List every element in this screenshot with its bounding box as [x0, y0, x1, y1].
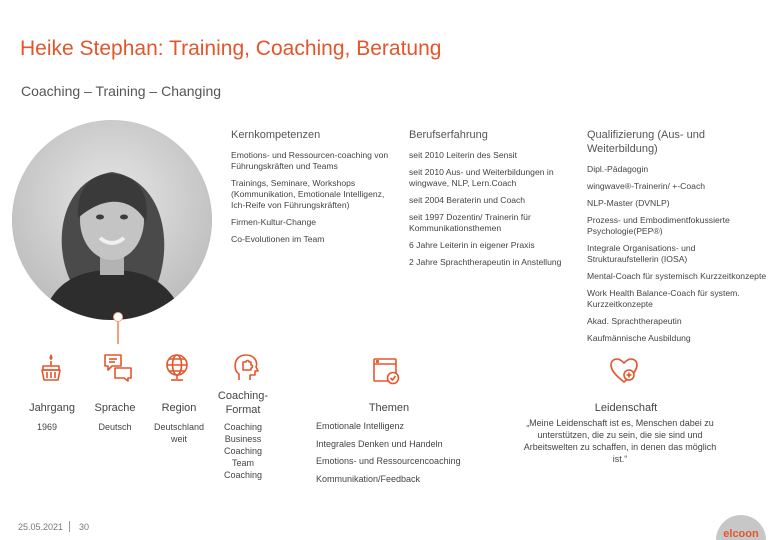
column-berufserfahrung	[409, 129, 584, 274]
sprache-value: Deutsch	[98, 422, 132, 432]
format-value: Coaching Business Coaching Team Coaching	[223, 422, 263, 480]
list-item: 6 Jahre Leiterin in eigener Praxis	[409, 239, 535, 250]
svg-text:elcoon: elcoon	[723, 528, 759, 540]
list-item: Emotionale Intelligenz	[316, 421, 405, 431]
region-value: Deutschland weit	[153, 422, 205, 444]
elcoon-logo	[712, 514, 770, 540]
list-item: Firmen-Kultur-Change	[231, 216, 317, 227]
list-item: wingwave®-Trainerin/ +-Coach	[587, 180, 706, 191]
portrait-photo	[12, 120, 212, 320]
head-puzzle-icon	[230, 352, 260, 382]
page-title: Heike Stephan: Training, Coaching, Beratung	[20, 37, 442, 60]
leidenschaft-label: Leidenschaft	[594, 402, 658, 414]
list-item: seit 1997 Dozentin/ Trainerin für Kommunikationsthemen	[409, 211, 531, 233]
column-kernkompetenzen	[231, 129, 399, 251]
list-item: NLP-Master (DVNLP)	[587, 197, 670, 208]
page-subtitle: Coaching – Training – Changing	[21, 83, 222, 99]
list-item: Trainings, Seminare, Workshops (Kommunikation, Emotionale Intelligenz, Ich-Reife von Führungskräften)	[231, 177, 385, 210]
list-item: Work Health Balance-Coach für system. Kurzzeitkonzepte	[587, 287, 740, 309]
list-item: Mental-Coach für systemisch Kurzzeitkonzepte	[587, 270, 767, 281]
format-label: Coaching-Format	[217, 390, 269, 416]
list-item: 2 Jahre Sprachtherapeutin in Anstellung	[409, 256, 562, 267]
list-item: Integrale Organisations- und Strukturaufstellerin (IOSA)	[587, 242, 696, 264]
themen-label: Themen	[368, 402, 410, 414]
region-label: Region	[161, 402, 197, 414]
list-item: Integrales Denken und Handeln	[316, 438, 443, 449]
list-item: Prozess- und Embodimentfokussierte Psychologie(PEP®)	[587, 214, 730, 236]
list-item: Dipl.-Pädagogin	[587, 163, 649, 174]
list-item: Akad. Sprachtherapeutin	[587, 315, 682, 326]
leidenschaft-quote: „Meine Leidenschaft ist es, Menschen dabei zu unterstützen, die zu sein, die sie sind und Arbeitswelten zu schaffen, in denen das möglich ist.“	[523, 418, 717, 464]
list-item: seit 2010 Leiterin des Sensit	[409, 149, 517, 160]
birthday-cake-icon	[36, 352, 66, 382]
footer-date: 25.05.2021	[18, 522, 64, 532]
browser-check-icon	[371, 356, 401, 386]
list-item: seit 2004 Beraterin und Coach	[409, 194, 526, 205]
column-header: Kernkompetenzen	[231, 129, 321, 141]
list-item: Co-Evolutionen im Team	[231, 233, 325, 244]
list-item: Kaufmännische Ausbildung	[587, 332, 691, 343]
globe-icon	[162, 352, 192, 382]
list-item: seit 2010 Aus- und Weiterbildungen in wingwave, NLP, Lern.Coach	[409, 166, 554, 188]
timeline-dot	[113, 312, 123, 322]
heart-plus-icon	[609, 356, 639, 386]
themen-list	[316, 421, 466, 492]
column-qualifizierung	[587, 129, 767, 350]
sprache-label: Sprache	[94, 402, 136, 414]
list-item: Emotions- und Ressourcen-coaching von Führungskräften und Teams	[231, 149, 389, 171]
column-header: Berufserfahrung	[409, 129, 488, 141]
list-item: Emotions- und Ressourcencoaching	[316, 456, 461, 467]
speech-bubbles-icon	[103, 352, 133, 382]
jahrgang-value: 1969	[36, 422, 58, 432]
list-item: Kommunikation/Feedback	[316, 474, 421, 485]
page-number: 30	[79, 522, 90, 532]
jahrgang-label: Jahrgang	[29, 402, 75, 414]
footer-divider	[69, 521, 70, 532]
column-header: Qualifizierung (Aus- und Weiterbildung)	[587, 129, 706, 155]
